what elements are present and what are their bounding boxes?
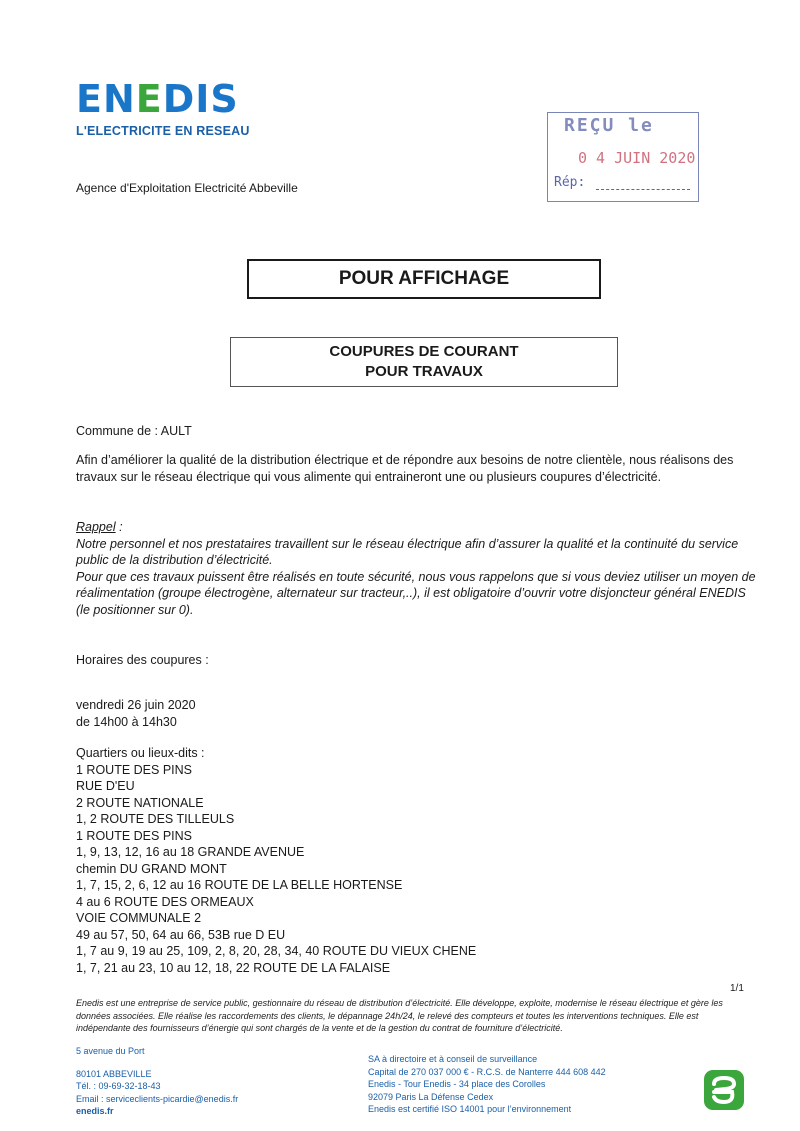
schedule-block xyxy=(76,697,196,730)
location-item: chemin DU GRAND MONT xyxy=(76,861,227,876)
main-title: POUR AFFICHAGE xyxy=(338,268,510,289)
footer-address-line-1: 5 avenue du Port xyxy=(76,1046,145,1056)
commune-line: Commune de : AULT xyxy=(76,424,192,438)
location-item: 1, 9, 13, 12, 16 au 18 GRANDE AVENUE xyxy=(76,845,305,859)
enedis-logo xyxy=(76,77,250,138)
footer-company-info xyxy=(368,1053,606,1116)
locations-list xyxy=(76,762,476,977)
outage-time: de 14h00 à 14h30 xyxy=(76,714,177,729)
location-item: 1, 2 ROUTE DES TILLEULS xyxy=(76,812,235,826)
logo-wordmark: ENEDIS xyxy=(76,77,239,121)
main-title-box xyxy=(247,259,601,299)
enedis-emblem-icon xyxy=(704,1070,744,1110)
footer-contact xyxy=(76,1045,238,1118)
location-item: VOIE COMMUNALE 2 xyxy=(76,911,202,925)
subtitle-line-2: POUR TRAVAUX xyxy=(365,363,483,380)
logo-tagline: L'ELECTRICITE EN RESEAU xyxy=(76,124,250,138)
outage-date: vendredi 26 juin 2020 xyxy=(76,698,196,712)
location-item: 1 ROUTE DES PINS xyxy=(76,828,192,843)
location-item: 1, 7, 21 au 23, 10 au 12, 18, 22 ROUTE DE LA FALAISE xyxy=(76,960,391,975)
location-item: 2 ROUTE NATIONALE xyxy=(76,795,204,810)
stamp-title: REÇU le xyxy=(564,115,654,136)
footer-email[interactable]: Email : serviceclients-picardie@enedis.fr xyxy=(76,1093,239,1104)
location-item: RUE D'EU xyxy=(76,779,135,793)
agency-name: Agence d'Exploitation Electricité Abbeville xyxy=(76,181,298,195)
reminder-heading xyxy=(76,519,756,536)
location-item: 1 ROUTE DES PINS xyxy=(76,762,192,777)
reminder-title: Rappel xyxy=(76,520,116,534)
footer-website[interactable]: enedis.fr xyxy=(76,1106,114,1116)
company-line-3: Enedis - Tour Enedis - 34 place des Corolles xyxy=(368,1079,546,1089)
page-number: 1/1 xyxy=(730,983,744,994)
company-line-5: Enedis est certifié ISO 14001 pour l’environnement xyxy=(368,1104,572,1114)
schedule-label: Horaires des coupures : xyxy=(76,653,209,667)
reminder-paragraph-1: Notre personnel et nos prestataires travaillent sur le réseau électrique afin d’assurer la qualité et la continuité du service public de la distribution d’électricité. xyxy=(76,536,739,567)
reminder-paragraph-2: Pour que ces travaux puissent être réalisés en toute sécurité, nous vous rappelons que si vous deviez utiliser un moyen de réalimentation (groupe électrogène, alternateur sur tracteur,..), il est obligatoire d’ouvrir votre disjoncteur général ENEDIS (le positionner sur 0). xyxy=(76,569,756,617)
stamp-rep-line xyxy=(596,189,690,190)
received-stamp xyxy=(547,112,699,202)
reminder-colon: : xyxy=(115,520,123,534)
company-line-4: 92079 Paris La Défense Cedex xyxy=(368,1091,494,1102)
footer-legal-text: Enedis est une entreprise de service public, gestionnaire du réseau de distribution d’électricité. Elle développe, exploite, modernise le réseau électrique et gère les données associées. Elle réalise les raccordements des clients, le dépannage 24h/24, le relevé des compteurs et toutes les interventions techniques. Elle est indépendante des fournisseurs d’énergie qui sont chargés de la vente et de la gestion du contrat de fourniture d’électricité. xyxy=(76,998,723,1033)
locations-block xyxy=(76,745,476,976)
intro-paragraph: Afin d’améliorer la qualité de la distribution électrique et de répondre aux besoins de notre clientèle, nous réalisons des travaux sur le réseau électrique qui vous alimente qui entraineront une ou plusieurs coupures d’électricité. xyxy=(76,453,734,484)
stamp-rep-label: Rép: xyxy=(554,175,586,190)
location-item: 1, 7 au 9, 19 au 25, 109, 2, 8, 20, 28, 34, 40 ROUTE DU VIEUX CHENE xyxy=(76,944,477,958)
company-line-1: SA à directoire et à conseil de surveillance xyxy=(368,1054,538,1064)
location-item: 1, 7, 15, 2, 6, 12 au 16 ROUTE DE LA BELLE HORTENSE xyxy=(76,878,403,892)
company-line-2: Capital de 270 037 000 € - R.C.S. de Nanterre 444 608 442 xyxy=(368,1066,606,1077)
location-item: 49 au 57, 50, 64 au 66, 53B rue D EU xyxy=(76,927,286,942)
stamp-date: 0 4 JUIN 2020 xyxy=(578,149,696,167)
subtitle-line-1: COUPURES DE COURANT xyxy=(329,343,519,360)
reminder-section xyxy=(76,519,756,618)
locations-label: Quartiers ou lieux-dits : xyxy=(76,746,205,760)
subtitle-box xyxy=(230,337,618,387)
footer-phone: Tél. : 09-69-32-18-43 xyxy=(76,1081,161,1091)
location-item: 4 au 6 ROUTE DES ORMEAUX xyxy=(76,894,254,909)
footer-address-line-2: 80101 ABBEVILLE xyxy=(76,1068,152,1079)
